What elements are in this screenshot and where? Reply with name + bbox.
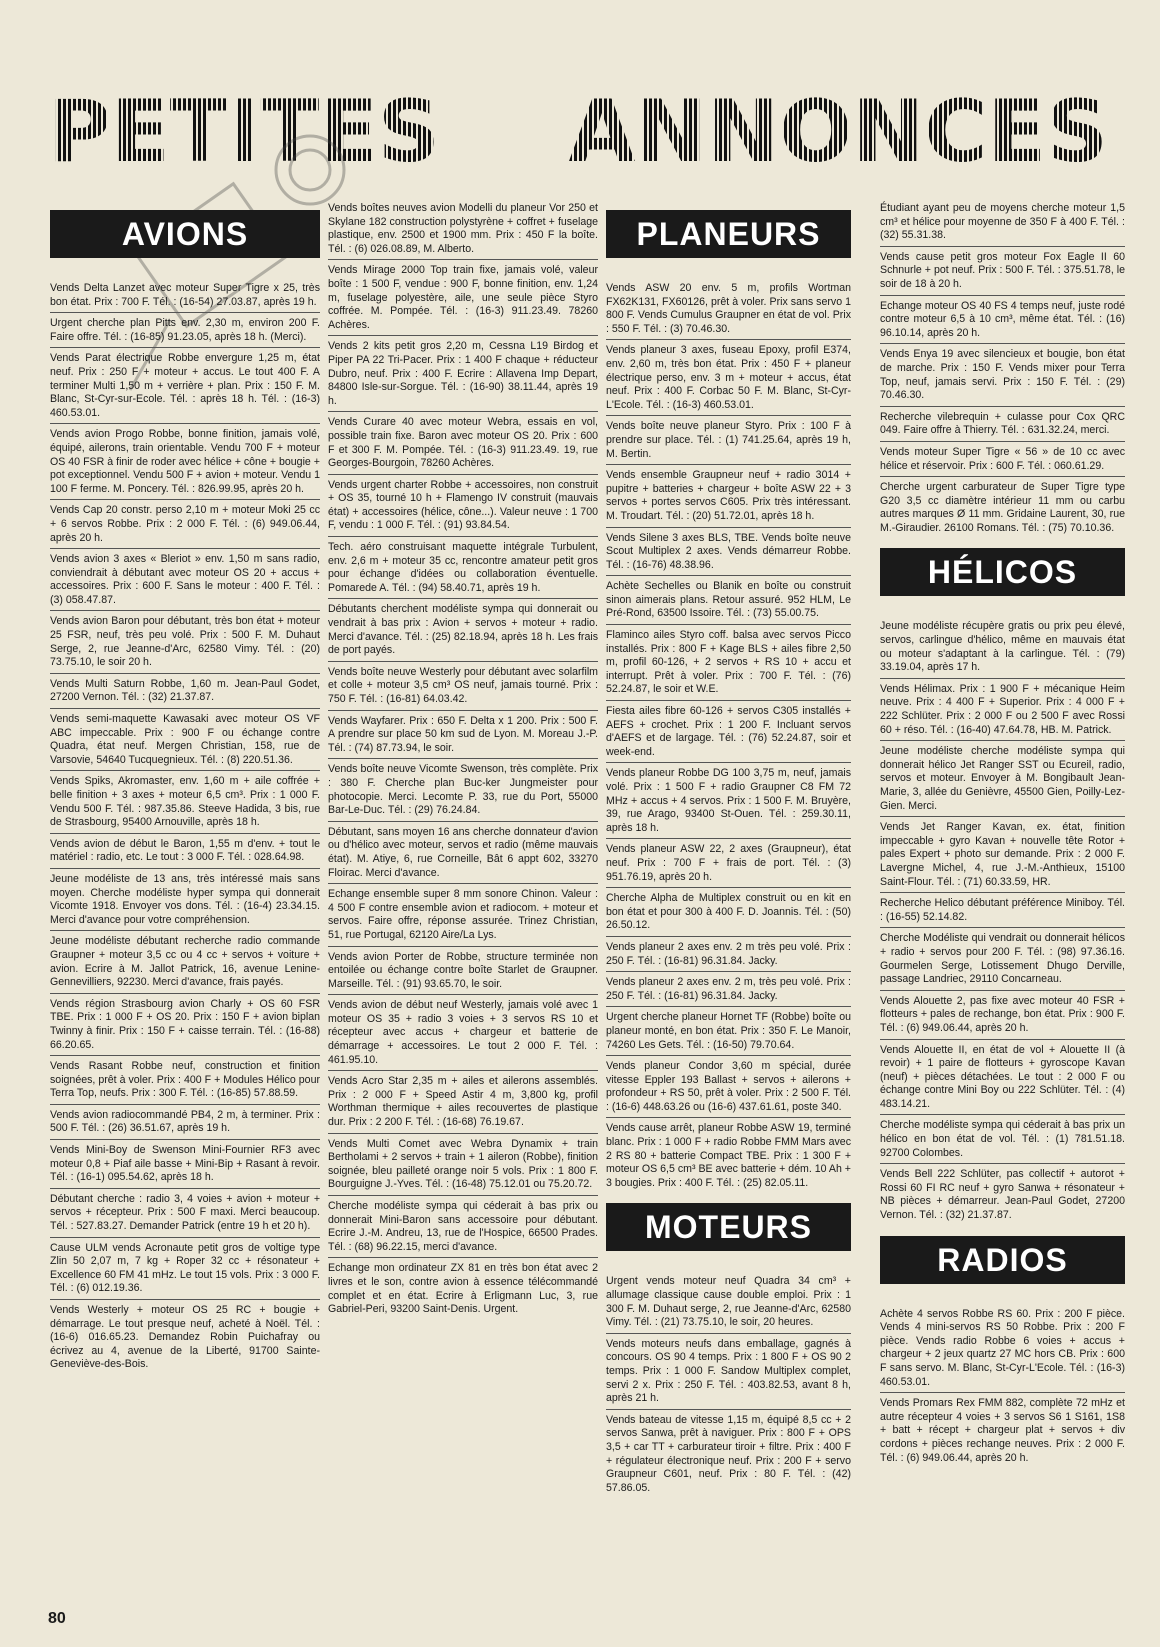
classified-ad: Vends Alouette II, en état de vol + Alouette II (à revoir) + 1 paire de flotteurs + gyroscope Kavan (neuf) + pièces détachées. Le tout : 2 000 F ou échange contre Mini Boy ou 222 Schlüter. Tél. : (4) 483.14.21. [880, 1042, 1125, 1116]
classified-ad: Vends bateau de vitesse 1,15 m, équipé 8,5 cc + 2 servos Sanwa, prêt à naviguer. Prix : 800 F + OPS 3,5 + car TT + carburateur tiroir + filtre. Prix : 400 F + régulateur électronique neuf. Prix : 200 F + servo Graupneur C601, neuf. Prix : 80 F. Tél. : (42) 57.86.05. [606, 1413, 851, 1494]
classified-ad: Achète 4 servos Robbe RS 60. Prix : 200 F pièce. Vends 4 mini-servos RS 50 Robbe. Prix : 200 F pièce. Vends radio Robbe 6 voies + accus + chargeur + 2 jeux quartz 27 MC hors CB. Prix : 600 F sans servo. M. Blanc, St-Cyr-L'Ecole. Tél. : (16-3) 460.53.01. [880, 1306, 1125, 1394]
column-2 [328, 200, 598, 1322]
ads-list-avions-1 [50, 280, 320, 1375]
classified-ad: Débutant cherche : radio 3, 4 voies + avion + moteur + servos + récepteur. Prix : 500 F maxi. Merci beaucoup. Tél. : 527.83.27. Demander Patrick (entre 19 h et 20 h). [50, 1191, 320, 1238]
classified-ad: Flaminco ailes Styro coff. balsa avec servos Picco installés. Prix : 800 F + Kage BLS + ailes fibre 2,50 m, profil 60-126, + 2 servos + RS 10 + accu et interrupt. Prêt à voler. Prix : 700 F. Tél. : (76) 52.24.87, le soir et W.E. [606, 627, 851, 701]
classified-ad: Vends cause arrêt, planeur Robbe ASW 19, terminé blanc. Prix : 1 000 F + radio Robbe FMM Mars avec 2 RS 80 + batterie Compact TBE. Prix : 1 300 F + moteur OS 6,5 cm³ BE avec batterie + dém. 10 Ah + 3 bougies. Prix : 400 F. Tél. : (25) 82.05.11. [606, 1122, 851, 1189]
classified-ad: Vends 2 kits petit gros 2,20 m, Cessna L19 Birdog et Piper PA 22 Tri-Pacer. Prix : 1 400 F chaque + réducteur Dubro, neuf. Prix : 400 F. Ecrire : Allavena Imp Depart, 84800 Isle-sur-Sorgue. Tél. : (16-90) 38.11.44, après 19 h. [328, 338, 598, 412]
classified-ad: Débutant, sans moyen 16 ans cherche donnateur d'avion ou d'hélico avec moteur, servos et radio (même mauvais état). M. Atiye, 6, rue Corneille, Bât 6 appt 602, 33270 Floirac. Merci d'avance. [328, 824, 598, 884]
classified-ad: Vends avion de début le Baron, 1,55 m d'env. + tout le matériel : radio, etc. Le tout : 3 000 F. Tél. : 028.64.98. [50, 836, 320, 869]
ads-list-planeurs [606, 280, 851, 1193]
classified-ad: Vends Jet Ranger Kavan, ex. état, finition impeccable + gyro Kavan + nouvelle tête Rotor + pales Expert + photo sur demande. Prix : 2 000 F. Lavergne Michel, 4, rue J.-M.-Anthieux, 15100 Saint-Flour. Tél. : (71) 60.33.59, HR. [880, 819, 1125, 893]
classified-ad: Jeune modéliste cherche modéliste sympa qui donnerait hélico Jet Ranger SST ou Ecureil, radio, servos et moteur. Envoyer à M. Bongibault Jean-Marie, 3, allée du Genièvre, 45500 Gien, Poilly-Lez-Gien. Merci. [880, 743, 1125, 817]
classified-ad: Cause ULM vends Acronaute petit gros de voltige type Zlin 50 2,07 m, 7 kg + Roper 32 cc + résonateur + Excellence 60 FM 41 mHz. Le tout 15 vols. Prix : 3 000 F. Tél. : (6) 012.19.36. [50, 1240, 320, 1300]
ads-list-helicos [880, 618, 1125, 1225]
classified-ad: Vends Promars Rex FMM 882, complète 72 mHz et autre récepteur 4 voies + 3 servos S6 1 S161, 1S8 + batt + récept + chargeur plat + servos + div cordons + pièces rechange neuves. Prix : 2 000 F. Tél. : (6) 949.06.44, après 20 h. [880, 1397, 1125, 1464]
classified-ad: Vends Acro Star 2,35 m + ailes et ailerons assemblés. Prix : 2 000 F + Speed Astir 4 m, 3,800 kg, profil Worthman thermique + ailes recouvertes de plastique dur. Prix : 2 200 F. Tél. : (16-68) 76.19.67. [328, 1073, 598, 1133]
classified-ad: Urgent cherche plan Pitts env. 2,30 m, environ 200 F. Faire offre. Tél. : (16-85) 91.23.05, après 18 h. (Merci). [50, 315, 320, 348]
classified-ad: Vends Curare 40 avec moteur Webra, essais en vol, possible train fixe. Baron avec moteur OS 20. Prix : 600 F et 300 F. M. Pompée. Tél. : (16-3) 911.23.49. 19, rue Georges-Bourgoin, 78260 Achères. [328, 414, 598, 474]
section-avions: AVIONS [50, 210, 320, 258]
classified-ad: Vends avion Baron pour débutant, très bon état + moteur 25 FSR, neuf, très peu volé. Prix : 500 F. M. Duhaut Serge, 2, rue Jeanne-d'Arc, 62580 Vimy. Tél. : (20) 73.75.10, le soir 20 h. [50, 613, 320, 673]
section-radios: RADIOS [880, 1236, 1125, 1284]
classified-ad: Vends boîtes neuves avion Modelli du planeur Vor 250 et Skylane 182 construction polystyrène + coffret + fuselage plastique, env. 2500 et 1900 mm. Prix : 450 F la boîte. Tél. : (6) 026.08.89, M. Alberto. [328, 200, 598, 260]
classified-ad: Echange mon ordinateur ZX 81 en très bon état avec 2 livres et le son, contre avion à essence télécommandé complet et en état. Ecrire à Erligmann Luc, 3, rue Gabriel-Peri, 93200 Saint-Denis. Urgent. [328, 1262, 598, 1316]
classified-ad: Vends ASW 20 env. 5 m, profils Wortman FX62K131, FX60126, prêt à voler. Prix sans servo 1 800 F. Vends Cumulus Graupner en état de vol. Prix : 550 F. Tél. : (3) 70.46.30. [606, 280, 851, 340]
classified-ad: Jeune modéliste débutant recherche radio commande Graupner + moteur 3,5 cc ou 4 cc + servos + voiture + avion. Ecrire à M. Jallot Patrick, 16, avenue Lenine-Gennevilliers, 92230. Merci d'avance, frais payés. [50, 933, 320, 993]
classified-ad: Recherche Helico débutant préférence Miniboy. Tél. : (16-55) 52.14.82. [880, 895, 1125, 928]
classified-ad: Vends moteur Super Tigre « 56 » de 10 cc avec hélice et réservoir. Prix : 600 F. Tél. : 060.61.29. [880, 444, 1125, 477]
classified-ad: Vends boîte neuve Vicomte Swenson, très complète. Prix : 380 F. Cherche plan Buc-ker Jungmeister pour photocopie. Merci. Lecomte P. 33, rue du Port, 55000 Bar-Le-Duc. Tél. : (29) 76.24.84. [328, 761, 598, 821]
classified-ad: Vends moteurs neufs dans emballage, gagnés à concours. OS 90 4 temps. Prix : 1 800 F + OS 90 2 temps. Prix : 1 000 F. Sandow Multiplex complet, servi 2 x. Prix : 250 F. Tél. : 403.82.53, avant 8 h, après 21 h. [606, 1336, 851, 1410]
classified-ad: Vends Enya 19 avec silencieux et bougie, bon état de marche. Prix : 150 F. Vends mixer pour Terra Top, neuf, jamais servi. Prix : 150 F. Tél. : (29) 70.46.30. [880, 346, 1125, 406]
masthead-text-2: ANNONCES [568, 82, 1108, 182]
classified-ad: Vends Westerly + moteur OS 25 RC + bougie + démarrage. Le tout presque neuf, acheté à Noël. Tél. : (16-6) 016.65.23. Demandez Robin Puichafray ou écrivez au 4, avenue de la Liberté, 91700 Sainte-Geneviève-des-Bois. [50, 1304, 320, 1371]
classified-ad: Echange ensemble super 8 mm sonore Chinon. Valeur : 4 500 F contre ensemble avion et radiocom. + moteur et servos. Faire offre, réponse assurée. Trinez Christian, 51, rue Portugal, 62120 Aire/La Lys. [328, 886, 598, 946]
section-planeurs: PLANEURS [606, 210, 851, 258]
classified-ad: Jeune modéliste récupère gratis ou prix peu élevé, servos, carlingue d'hélico, même en mauvais état ou moteur s'adaptant à la carlingue. Tél. : (79) 33.19.04, après 17 h. [880, 618, 1125, 678]
ads-list-moteurs-cont [880, 200, 1125, 538]
classified-ad: Echange moteur OS 40 FS 4 temps neuf, juste rodé contre moteur 6,5 à 10 cm³, même état. Tél. : (16) 96.10.14, après 20 h. [880, 298, 1125, 345]
classified-ad: Vends avion Porter de Robbe, structure terminée non entoilée ou échange contre boîte Starlet de Graupner. Marseille. Tél. : (91) 93.65.70, le soir. [328, 949, 598, 996]
ads-list-avions-2 [328, 200, 598, 1320]
classified-ad: Vends urgent charter Robbe + accessoires, non construit + OS 35, tourné 10 h + Flamengo IV construit (mauvais état) + accessoires (hélice, cône...). Valeur neuve : 1 700 F, vendu : 1 000 F. Tél. : (91) 93.84.54. [328, 477, 598, 537]
classified-ad: Vends Spiks, Akromaster, env. 1,60 m + aile coffrée + belle finition + 3 axes + moteur 6,5 cm³. Prix : 1 000 F. Vendu 500 F. Tél. : 987.35.86. Steeve Hadida, 3 bis, rue de Strasbourg, 95400 Arnouville, après 18 h. [50, 773, 320, 833]
classified-ad: Vends Mirage 2000 Top train fixe, jamais volé, valeur boîte : 1 500 F, vendue : 900 F, bonne finition, env. 1,24 m, fuselage polyestère, aile, une seule pièce Styro coffrée. M. Pompée. Tél. : (16-3) 911.23.49. 78260 Achères. [328, 262, 598, 336]
masthead-word-2 [569, 84, 1108, 180]
masthead-text-1: PETITES [48, 82, 440, 182]
classified-ad: Vends Silene 3 axes BLS, TBE. Vends boîte neuve Scout Multiplex 2 axes. Vends démarreur Robbe. Tél. : (16-76) 48.38.96. [606, 530, 851, 577]
classified-ad: Vends Mini-Boy de Swenson Mini-Fournier RF3 avec moteur 0,8 + Piaf aile basse + Mini-Bip + Rasant à revoir. Tél. : (16-1) 095.54.62, après 18 h. [50, 1142, 320, 1189]
classified-ad: Urgent cherche planeur Hornet TF (Robbe) boîte ou planeur monté, en bon état. Prix : 350 F. Le Manoir, 74260 Les Gets. Tél. : (16-50) 79.70.64. [606, 1009, 851, 1056]
classified-ad: Fiesta ailes fibre 60-126 + servos C305 installés + AEFS + crochet. Prix : 1 200 F. Incluant servos d'AEFS et de largage. Tél. : (76) 52.24.87, soir et week-end. [606, 703, 851, 763]
classified-ad: Vends Wayfarer. Prix : 650 F. Delta x 1 200. Prix : 500 F. A prendre sur place 50 km sud de Lyon. M. Moreau J.-P. Tél. : (74) 87.73.94, le soir. [328, 713, 598, 760]
classified-ad: Vends planeur Condor 3,60 m spécial, durée vitesse Eppler 193 Ballast + servos + ailerons + profondeur + RS 50, prêt à voler. Prix : 2 500 F. Tél. : (16-6) 448.63.26 ou (16-6) 437.61.61, poste 340. [606, 1058, 851, 1118]
classified-ad: Vends avion 3 axes « Bleriot » env. 1,50 m sans radio, conviendrait à débutant avec moteur OS 20 + accus + accessoires. Prix : 600 F. Sans le moteur : 400 F. Tél. : (3) 058.47.87. [50, 551, 320, 611]
classified-ad: Achète Sechelles ou Blanik en boîte ou construit sinon aimerais plans. Retour assuré. 952 HLM, Le Pré-Rond, 63500 Issoire. Tél. : (73) 55.00.75. [606, 578, 851, 625]
classified-ad: Vends Bell 222 Schlüter, pas collectif + autorot + Rossi 60 FI RC neuf + gyro Sanwa + résonateur + NB pièces + démarreur. Jean-Paul Godet, 27200 Vernon. Tél. : (32) 21.37.87. [880, 1168, 1125, 1222]
classified-ad: Urgent vends moteur neuf Quadra 34 cm³ + allumage classique cause double emploi. Prix : 1 300 F. M. Duhaut serge, 2, rue Jeanne-d'Arc, 62580 Vimy. Tél. : (21) 73.75.10, le soir, 20 heures. [606, 1273, 851, 1333]
classified-ad: Jeune modéliste de 13 ans, très intéressé mais sans moyen. Cherche modéliste hyper sympa qui donnerait Vicomte 1918. Envoyer vos dons. Tél. : (16-4) 23.34.15. Merci d'avance pour votre compréhension. [50, 871, 320, 931]
classified-ad: Vends Cap 20 constr. perso 2,10 m + moteur Moki 25 cc + 6 servos Robbe. Prix : 2 000 F. Tél. : (6) 949.06.44, après 20 h. [50, 502, 320, 549]
page-number: 80 [48, 1610, 66, 1627]
classified-ad: Débutants cherchent modéliste sympa qui donnerait ou vendrait à bas prix : Avion + servos + moteur + radio. Merci d'avance. Tél. : (25) 82.18.94, après 18 h. Les frais de port payés. [328, 601, 598, 661]
classified-ad: Vends boîte neuve planeur Styro. Prix : 100 F à prendre sur place. Tél. : (1) 741.25.64, après 19 h, M. Bertin. [606, 418, 851, 465]
classified-ad: Vends avion de début neuf Westerly, jamais volé avec 1 moteur OS 35 + radio 3 voies + 3 servos RS 10 et récepteur avec accus + chargeur et batterie de démarrage + accessoires. Le tout 2 000 F. Tél. : 461.95.10. [328, 997, 598, 1071]
classified-ad: Étudiant ayant peu de moyens cherche moteur 1,5 cm³ et hélice pour moyenne de 350 F à 400 F. Tél. : (32) 55.31.38. [880, 200, 1125, 247]
classified-ad: Vends Parat électrique Robbe envergure 1,25 m, état neuf. Prix : 250 F + moteur + accus. Le tout 400 F. A terminer Multi 1,50 m + verrière + plan. Prix : 150 F. M. Blanc, St-Cyr-sur-Ecole. Tél. : après 18 h. Tél. : (16-3) 460.53.01. [50, 350, 320, 424]
classified-ad: Cherche modéliste sympa qui céderait à bas prix ou donnerait Mini-Baron sans accessoire pour débutant. Ecrire J.-M. Andreu, 13, rue de l'Hospice, 66500 Prades. Tél. : (68) 96.22.15, merci d'avance. [328, 1198, 598, 1258]
classified-ad: Vends boîte neuve Westerly pour débutant avec solarfilm et colle + moteur 3,5 cm³ OS neuf, jamais tourné. Prix : 750 F. Tél. : (16-81) 64.03.42. [328, 664, 598, 711]
section-helicos: HÉLICOS [880, 548, 1125, 596]
section-moteurs: MOTEURS [606, 1203, 851, 1251]
column-1 [50, 200, 320, 1377]
classified-ad: Vends avion Progo Robbe, bonne finition, jamais volé, équipé, ailerons, train orientable. Vendu 700 F + moteur OS 40 FSR à finir de roder avec hélice + cône + bougie + pot exceptionnel. Vendu 500 F + avion + moteur. Vendu 1 100 F ferme. M. Poncery. Tél. : 826.99.95, après 20 h. [50, 426, 320, 500]
column-4 [880, 200, 1125, 1470]
classified-ad: Vends Hélimax. Prix : 1 900 F + mécanique Heim neuve. Prix : 4 400 F + Superior. Prix : 4 000 F + 222 Schlüter. Prix : 2 000 F ou 2 500 F avec Rossi 60 + réso. Tél. : (16-40) 47.64.78, HB. M. Patrick. [880, 681, 1125, 741]
classified-ad: Vends ensemble Graupneur neuf + radio 3014 + pupitre + batteries + chargeur + boîte ASW 22 + 3 servos + portes servos C605. Prix très intéressant. M. Troudart. Tél. : (20) 51.72.01, après 18 h. [606, 467, 851, 527]
ads-list-radios [880, 1306, 1125, 1469]
classified-ad: Vends Alouette 2, pas fixe avec moteur 40 FSR + flotteurs + pales de rechange, bon état. Prix : 900 F. Tél. : (6) 949.06.44, après 20 h. [880, 993, 1125, 1040]
classified-ad: Vends cause petit gros moteur Fox Eagle II 60 Schnurle + pot neuf. Prix : 500 F. Tél. : 375.51.78, le soir de 18 à 20 h. [880, 249, 1125, 296]
classified-ad: Tech. aéro construisant maquette intégrale Turbulent, env. 2,6 m + moteur 35 cc, rencontre amateur petit gros pour échange d'idées ou collaboration éventuelle. Pomarede A. Tél. : (94) 58.40.71, après 19 h. [328, 539, 598, 599]
classified-ad: Cherche Modéliste qui vendrait ou donnerait hélicos + radio + servos pour 200 F. Tél. : (98) 97.36.16. Gourmelen Serge, Lotissement Dhugo Derville, passage Landriec, 29110 Concarneau. [880, 930, 1125, 990]
classified-ad: Vends Rasant Robbe neuf, construction et finition soignées, prêt à voler. Prix : 400 F + Modules Hélico pour Terra Top, neufs. Prix : 300 F. Tél. : (16-85) 57.88.59. [50, 1058, 320, 1105]
classified-ad: Vends semi-maquette Kawasaki avec moteur OS VF ABC impeccable. Prix : 900 F ou échange contre Quadra, état neuf. Mergen Christian, 158, rue de Varsovie, 54640 Tucquegnieux. Tél. : (8) 220.51.36. [50, 711, 320, 771]
classified-ad: Vends région Strasbourg avion Charly + OS 60 FSR TBE. Prix : 1 000 F + OS 20. Prix : 150 F + avion biplan Twinny à finir. Prix : 150 F + caisse terrain. Tél. : (16-88) 66.20.65. [50, 996, 320, 1056]
classified-ad: Vends Multi Comet avec Webra Dynamix + train Bertholami + 2 servos + train + 1 aileron (Robbe), finition soignée, bleu pailleté orange noir 5 vols. Prix : 1 800 F. Bourguigne J.-Yves. Tél. : (16-48) 75.12.01 ou 75.20.72. [328, 1136, 598, 1196]
classified-ad: Vends avion radiocommandé PB4, 2 m, à terminer. Prix : 500 F. Tél. : (26) 36.51.67, après 19 h. [50, 1107, 320, 1140]
classified-ad: Cherche urgent carburateur de Super Tigre type G20 3,5 cc diamètre intérieur 11 mm ou carbu autres marques Ø 11 mm. Gridaine Laurent, 30, rue M.-Giraudier. 26100 Romans. Tél. : (75) 70.10.36. [880, 481, 1125, 534]
classified-ad: Vends planeur ASW 22, 2 axes (Graupneur), état neuf. Prix : 700 F + frais de port. Tél. : (3) 951.76.19, après 20 h. [606, 841, 851, 888]
masthead [48, 84, 1108, 180]
classified-ad: Vends planeur 2 axes env. 2 m très peu volé. Prix : 250 F. Tél. : (16-81) 96.31.84. Jacky. [606, 939, 851, 972]
classified-ad: Cherche Alpha de Multiplex construit ou en kit en bon état et pour 300 à 400 F. D. Joannis. Tél. : (50) 26.50.12. [606, 890, 851, 937]
classified-ad: Cherche modéliste sympa qui céderait à bas prix un hélico en bon état de vol. Tél. : (1) 781.51.18. 92700 Colombes. [880, 1117, 1125, 1164]
ads-list-moteurs [606, 1273, 851, 1498]
classified-ad: Vends Multi Saturn Robbe, 1,60 m. Jean-Paul Godet, 27200 Vernon. Tél. : (32) 21.37.87. [50, 676, 320, 709]
masthead-word-1 [48, 84, 440, 180]
classified-ad: Vends planeur Robbe DG 100 3,75 m, neuf, jamais volé. Prix : 1 500 F + radio Graupner C8 FM 72 MHz + accus + 4 servos. Prix : 1 500 F. M. Bruyère, 39, rue Arago, 93400 St-Ouen. Tél. : 259.30.11, après 18 h. [606, 765, 851, 839]
classified-ad: Vends planeur 3 axes, fuseau Epoxy, profil E374, env. 2,60 m, très bon état. Prix : 450 F + planeur électrique perso, env. 3 m + moteur + accus, état neuf. Prix : 400 F. Corbac 50 F. M. Blanc, St-Cyr-L'Ecole. Tél. : (16-3) 460.53.01. [606, 342, 851, 416]
classified-ad: Recherche vilebrequin + culasse pour Cox QRC 049. Faire offre à Thierry. Tél. : 631.32.24, merci. [880, 409, 1125, 442]
column-3 [606, 200, 851, 1500]
classified-ad: Vends planeur 2 axes env. 2 m, très peu volé. Prix : 250 F. Tél. : (16-81) 96.31.84. Jacky. [606, 974, 851, 1007]
classified-ad: Vends Delta Lanzet avec moteur Super Tigre x 25, très bon état. Prix : 700 F. Tél. : (16-54) 27.03.87, après 19 h. [50, 280, 320, 313]
